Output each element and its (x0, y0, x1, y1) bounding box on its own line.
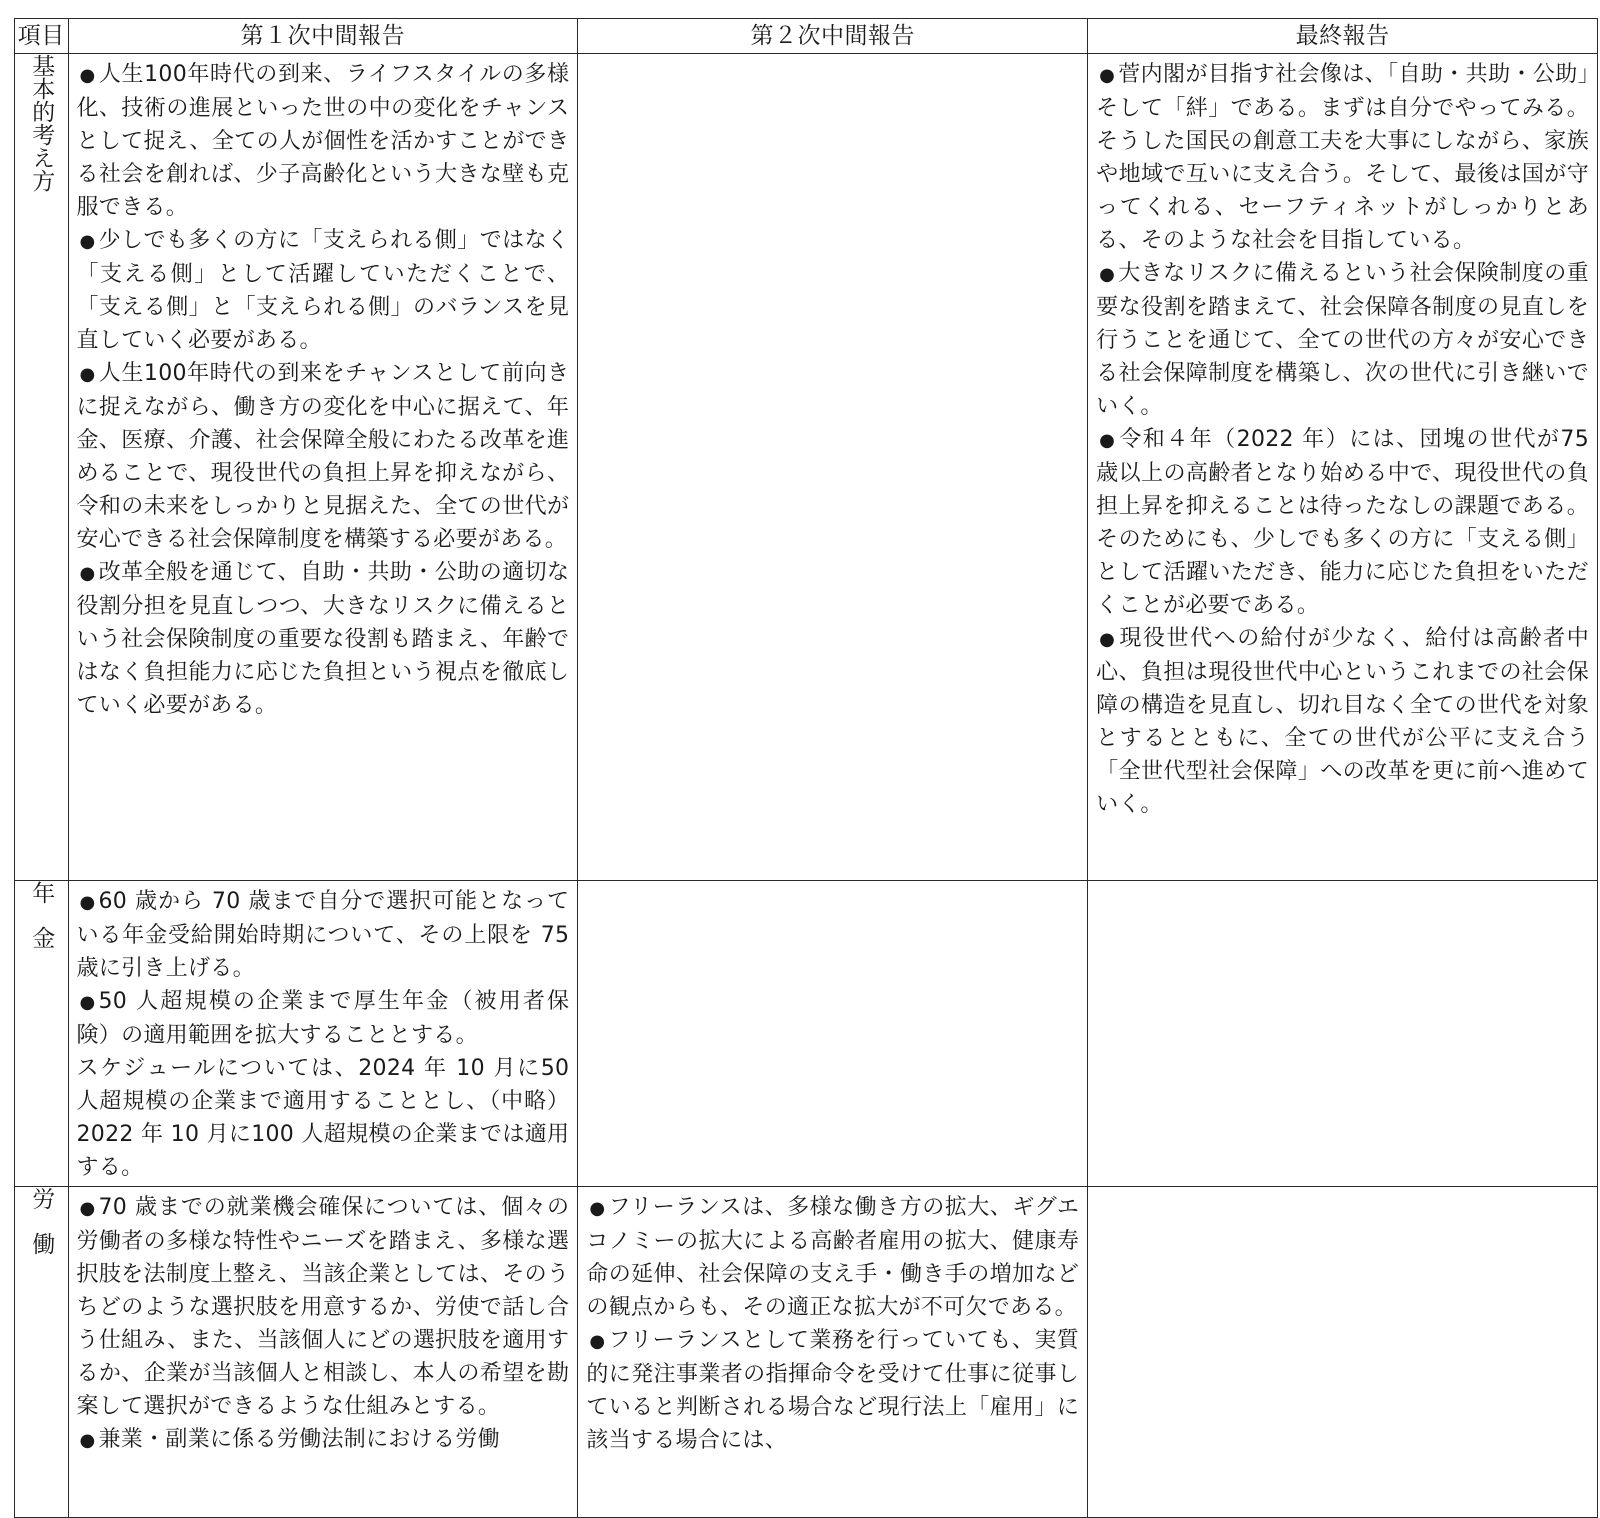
header-final: 最終報告 (1088, 19, 1598, 54)
bullet-icon: ● (79, 563, 96, 584)
row-label: 基本的考え方 (28, 54, 55, 192)
cell-final (1088, 1187, 1598, 1518)
cell-final (1088, 881, 1598, 1187)
bullet-icon: ● (79, 892, 96, 913)
bullet-text: 人生100年時代の到来、ライフスタイルの多様化、技術の進展といった世の中の変化をチャンスとして捉え、全ての人が個性を活かすことができる社会を創れば、少子高齢化という大きな壁も克服できる。 (76, 62, 570, 220)
bullet-text: 少しでも多くの方に「支えられる側」ではなく「支える側」として活躍していただくことで、「支える側」と「支えられる側」のバランスを見直していく必要がある。 (76, 228, 570, 353)
cell-interim-2 (578, 54, 1088, 881)
header-interim-2: 第２次中間報告 (578, 19, 1088, 54)
bullet-item (77, 58, 570, 224)
row-pension (15, 881, 1598, 1187)
bullet-text: 50 人超規模の企業まで厚生年金（被用者保険）の適用範囲を拡大することとする。 (76, 989, 570, 1048)
bullet-text: 兼業・副業に係る労働法制における労働 (98, 1427, 500, 1452)
row-label: 労働 (28, 1187, 55, 1277)
bullet-icon: ● (1099, 264, 1116, 285)
bullet-item (1096, 257, 1589, 423)
bullet-icon: ● (79, 1430, 96, 1451)
bullet-item (77, 985, 570, 1184)
header-interim-1: 第１次中間報告 (68, 19, 578, 54)
bullet-item (77, 1423, 570, 1457)
bullet-icon: ● (1099, 65, 1116, 86)
bullet-item (1096, 622, 1589, 821)
bullet-item (77, 224, 570, 357)
bullet-item (77, 357, 570, 556)
bullet-text: 菅内閣が目指す社会像は、「自助・共助・公助」そして「絆」である。まずは自分でやってみる。そうした国民の創意工夫を大事にしながら、家族や地域で互いに支え合う。そして、最後は国が守ってくれる、セーフティネットがしっかりとある、そのような社会を目指している。 (1096, 62, 1589, 253)
cell-interim-2 (578, 1187, 1088, 1518)
row-label-cell (15, 881, 69, 1187)
report-comparison-table (14, 18, 1598, 1518)
cell-interim-1 (68, 881, 578, 1187)
bullet-icon: ● (589, 1331, 606, 1352)
bullet-text: 人生100年時代の到来をチャンスとして前向きに捉えながら、働き方の変化を中心に据えて、年金、医療、介護、社会保障全般にわたる改革を進めることで、現役世代の負担上昇を抑えながら、令和の未来をしっかりと見据えた、全ての世代が安心できる社会保障制度を構築する必要がある。 (76, 361, 570, 552)
report-comparison-page (14, 18, 1598, 1518)
row-label-cell (15, 1187, 69, 1518)
bullet-icon: ● (79, 364, 96, 385)
bullet-text: フリーランスとして業務を行っていても、実質的に発注事業者の指揮命令を受けて仕事に従事していると判断される場合など現行法上「雇用」に該当する場合には、 (586, 1328, 1080, 1453)
row-label-cell (15, 54, 69, 881)
bullet-icon: ● (79, 65, 96, 86)
row-label: 年金 (28, 881, 55, 971)
bullet-text: 現役世代への給付が少なく、給付は高齢者中心、負担は現役世代中心というこれまでの社会保障の構造を見直し、切れ目なく全ての世代を対象とするとともに、全ての世代が公平に支え合う「全世代型社会保障」への改革を更に前へ進めていく。 (1096, 626, 1589, 817)
cell-interim-1 (68, 1187, 578, 1518)
bullet-text: 大きなリスクに備えるという社会保険制度の重要な役割を踏まえて、社会保障各制度の見直しを行うことを通じて、全ての世代の方々が安心できる社会保障制度を構築し、次の世代に引き継いでいく。 (1096, 261, 1589, 419)
bullet-item (1096, 423, 1589, 622)
cell-final (1088, 54, 1598, 881)
bullet-item (77, 885, 570, 985)
cell-interim-1 (68, 54, 578, 881)
bullet-icon: ● (1099, 430, 1116, 451)
bullet-icon: ● (79, 1198, 96, 1219)
bullet-icon: ● (79, 992, 96, 1013)
header-row (15, 19, 1598, 54)
row-basic-approach (15, 54, 1598, 881)
header-item: 項目 (15, 19, 69, 54)
bullet-icon: ● (589, 1198, 606, 1219)
bullet-icon: ● (1099, 629, 1116, 650)
bullet-text: 令和４年（2022 年）には、団塊の世代が75 歳以上の高齢者となり始める中で、現役世代の負担上昇を抑えることは待ったなしの課題である。そのためにも、少しでも多くの方に「支える側」として活躍いただき、能力に応じた負担をいただくことが必要である。 (1096, 427, 1589, 618)
bullet-item (586, 1191, 1079, 1324)
bullet-text: 60 歳から 70 歳まで自分で選択可能となっている年金受給開始時期について、その上限を 75 歳に引き上げる。 (76, 889, 570, 981)
bullet-item (77, 556, 570, 722)
bullet-item (1096, 58, 1589, 257)
bullet-item (586, 1324, 1079, 1457)
cell-interim-2 (578, 881, 1088, 1187)
row-labor (15, 1187, 1598, 1518)
bullet-text: 改革全般を通じて、自助・共助・公助の適切な役割分担を見直しつつ、大きなリスクに備えるという社会保険制度の重要な役割も踏まえ、年齢ではなく負担能力に応じた負担という視点を徹底していく必要がある。 (76, 560, 570, 718)
bullet-text-continued: スケジュールについては、2024 年 10 月に50 人超規模の企業まで適用することとし、（中略）2022 年 10 月に100 人超規模の企業までは適用する。 (76, 1056, 570, 1180)
bullet-text: 70 歳までの就業機会確保については、個々の労働者の多様な特性やニーズを踏まえ、多様な選択肢を法制度上整え、当該企業としては、そのうちどのような選択肢を用意するか、労使で話し合う仕組み、また、当該個人にどの選択肢を適用するか、企業が当該個人と相談し、本人の希望を勘案して選択ができるような仕組みとする。 (76, 1195, 570, 1419)
bullet-icon: ● (79, 231, 96, 252)
bullet-item (77, 1191, 570, 1423)
bullet-text: フリーランスは、多様な働き方の拡大、ギグエコノミーの拡大による高齢者雇用の拡大、健康寿命の延伸、社会保障の支え手・働き手の増加などの観点からも、その適正な拡大が不可欠である。 (586, 1195, 1080, 1320)
